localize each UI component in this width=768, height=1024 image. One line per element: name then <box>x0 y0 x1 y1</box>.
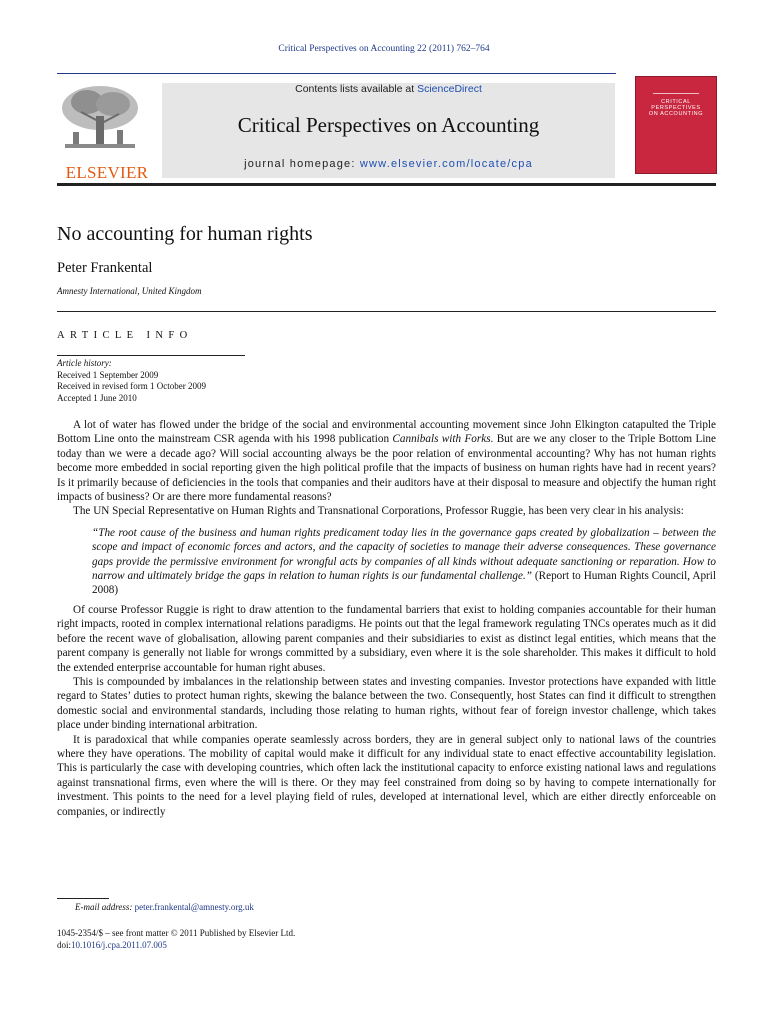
author-name[interactable]: Peter Frankental <box>57 260 153 276</box>
copyright-block <box>57 928 295 951</box>
article-history <box>57 358 206 404</box>
article-info-rule <box>57 311 716 312</box>
footnote-rule <box>57 898 109 899</box>
copyright-line: 1045-2354/$ – see front matter © 2011 Published by Elsevier Ltd. <box>57 928 296 938</box>
contents-line <box>162 83 615 95</box>
paragraph-5: It is paradoxical that while companies operate seamlessly across borders, they are in general subject only to national laws of the countries where they have operations. The mobility of capital would make it difficult for any individual state to enact effective accountability legislation. This is particularly the case with developing countries, which often lack the institutional capacity to enforce existing national laws and regulations against transnational firms, even where the will is there. Or they may feel constrained from doing so by having to compete internationally for investment. This points to the need for a level playing field of rules, developed at international level, which are either directly enforceable on companies, or indirectly <box>57 733 716 818</box>
header-rule <box>57 73 616 74</box>
paragraph-3: Of course Professor Ruggie is right to draw attention to the fundamental barriers that exist to holding companies accountable for their human right impacts, rooted in complex international relations paradigms. He points out that the legal framework regulating TNCs operates much as it did before the recent wave of globalisation, allowing parent companies and their subsidiaries to exist as distinct legal entities, which means that the parent company is generally not liable for wrongs committed by a subsidiary, even where it is the sole shareholder. This makes it difficult to hold the extended enterprise accountable for human right abuses. <box>57 603 716 674</box>
elsevier-tree-icon <box>57 82 143 154</box>
contents-prefix: Contents lists available at <box>295 83 418 95</box>
cover-line-3: ON ACCOUNTING <box>648 111 704 117</box>
author-affiliation: Amnesty International, United Kingdom <box>57 286 202 296</box>
journal-homepage <box>162 158 615 170</box>
cover-rule <box>653 93 699 94</box>
elsevier-wordmark: ELSEVIER <box>65 163 149 182</box>
doi-link[interactable]: 10.1016/j.cpa.2011.07.005 <box>71 939 167 950</box>
sciencedirect-link[interactable]: ScienceDirect <box>417 83 482 95</box>
journal-banner <box>162 83 615 178</box>
cover-line-2: PERSPECTIVES <box>651 105 701 111</box>
history-label: Article history: <box>57 358 112 368</box>
email-label: E-mail address: <box>75 902 135 912</box>
article-body <box>57 418 716 819</box>
block-quote: “The root cause of the business and human rights predicament today lies in the governance gaps created by globalization – between the scope and impact of economic forces and actors, and the capacity of societies to manage their adverse consequences. These governance gaps provide the permissive environment for wrongful acts by companies of all kinds without adequate sanctioning or reparation. How to narrow and ultimately bridge the gaps in relation to human rights is our fundamental challenge.” (Report to Human Rights Council, April 2008) <box>92 526 716 597</box>
homepage-link[interactable]: www.elsevier.com/locate/cpa <box>359 158 533 170</box>
journal-cover-thumbnail[interactable] <box>635 76 717 174</box>
journal-citation[interactable]: Critical Perspectives on Accounting 22 (2011) 762–764 <box>278 44 490 54</box>
paragraph-2: The UN Special Representative on Human Rights and Transnational Corporations, Professor Ruggie, has been very clear in his analysis: <box>73 505 684 518</box>
paragraph-4: This is compounded by imbalances in the relationship between states and investing companies. Investor protections have expanded with little regard to States’ duties to protect human rights, skewing the balance between the two. Consequently, host States can find it difficult to strengthen domestic social and environmental standards, including those relating to human rights, without fear of foreign investor challenge, which takes place under binding international arbitration. <box>57 675 716 732</box>
revised-date: Received in revised form 1 October 2009 <box>57 381 206 391</box>
elsevier-logo[interactable] <box>57 82 157 182</box>
email-link[interactable]: peter.frankental@amnesty.org.uk <box>134 902 254 912</box>
received-date: Received 1 September 2009 <box>57 369 159 380</box>
header-divider <box>57 183 716 186</box>
homepage-prefix: journal homepage: <box>244 158 360 170</box>
doi-line <box>57 940 295 952</box>
doi-label: doi: <box>57 939 72 950</box>
book-title: Cannibals with Forks <box>392 433 491 446</box>
article-info-heading: ARTICLE INFO <box>57 330 193 341</box>
cover-title <box>636 99 716 117</box>
quote-source: (Report to Human Rights Council, April 2008) <box>92 570 716 597</box>
cover-line-1: CRITICAL <box>661 99 691 105</box>
email-footnote <box>75 902 254 912</box>
journal-title: Critical Perspectives on Accounting <box>237 113 540 137</box>
history-rule <box>57 355 245 356</box>
paragraph-1: A lot of water has flowed under the bridge of the social and environmental accounting movement since John Elkington catapulted the Triple Bottom Line onto the mainstream CSR agenda with his 1998 publication Cannibals with Forks. But are we any closer to the Triple Bottom Line today than we were a decade ago? Will social accounting always be the poor relation of environmental accounting? Why has not human rights become more embedded in social reporting given the high political profile that the impacts of business on human rights have had in recent years? Is it primarily because of deficiencies in the tools that companies and their auditors have at their disposal to measure and objectify the human right impacts of business? Or are there more fundamental reasons? <box>57 419 716 504</box>
accepted-date: Accepted 1 June 2010 <box>57 392 137 403</box>
article-title: No accounting for human rights <box>57 223 313 245</box>
